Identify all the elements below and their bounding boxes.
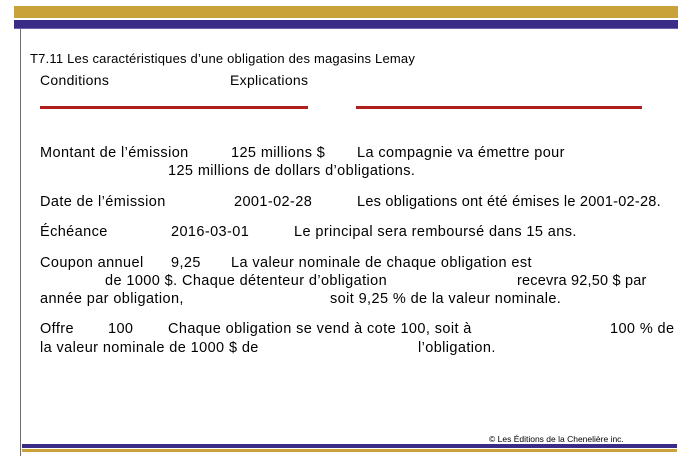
- bottom-navy-stripe: [22, 444, 677, 448]
- row-date-value: 2001-02-28: [234, 194, 313, 210]
- left-vertical-rule: [20, 28, 21, 456]
- row-offre-explanation-b: 100 % de: [610, 321, 675, 337]
- row-echeance-explanation: Le principal sera remboursé dans 15 ans.: [294, 224, 577, 240]
- row-montant-explanation-2: 125 millions de dollars d’obligations.: [168, 163, 416, 179]
- explications-underline: [356, 106, 642, 109]
- row-montant-explanation-1: La compagnie va émettre pour: [357, 145, 565, 161]
- row-offre-explanation-d: l’obligation.: [418, 340, 496, 356]
- header-explications: Explications: [230, 72, 309, 88]
- bottom-decorative-bar: [22, 444, 677, 452]
- row-offre-value: 100: [108, 321, 134, 337]
- row-coupon-explanation-b: de 1000 $. Chaque détenteur d’obligation: [105, 273, 388, 289]
- row-date-condition: Date de l’émission: [40, 194, 166, 210]
- row-offre-explanation-a: Chaque obligation se vend à cote 100, soit à: [168, 321, 472, 337]
- row-echeance-condition: Échéance: [40, 224, 108, 240]
- row-montant-condition: Montant de l’émission: [40, 145, 189, 161]
- header-conditions: Conditions: [40, 72, 110, 88]
- row-coupon-value: 9,25: [171, 255, 201, 271]
- bottom-gold-stripe: [22, 449, 677, 452]
- row-montant-value: 125 millions $: [231, 145, 326, 161]
- row-offre-condition: Offre: [40, 321, 74, 337]
- top-navy-stripe: [14, 20, 678, 28]
- top-decorative-bar: [14, 6, 678, 28]
- row-offre-explanation-c: la valeur nominale de 1000 $ de: [40, 340, 259, 356]
- row-coupon-explanation-d: année par obligation,: [40, 291, 184, 307]
- row-echeance-value: 2016-03-01: [171, 224, 250, 240]
- conditions-underline: [40, 106, 308, 109]
- row-coupon-condition: Coupon annuel: [40, 255, 144, 271]
- copyright-notice: © Les Éditions de la Chenelière inc.: [489, 434, 624, 444]
- row-coupon-explanation-a: La valeur nominale de chaque obligation est: [231, 255, 532, 271]
- row-date-explanation: Les obligations ont été émises le 2001-02-28.: [357, 194, 661, 210]
- slide-title: T7.11 Les caractéristiques d’une obligation des magasins Lemay: [30, 51, 416, 66]
- row-coupon-explanation-c: recevra 92,50 $ par: [517, 273, 647, 289]
- top-gold-stripe: [14, 6, 678, 18]
- row-coupon-explanation-e: soit 9,25 % de la valeur nominale.: [330, 291, 562, 307]
